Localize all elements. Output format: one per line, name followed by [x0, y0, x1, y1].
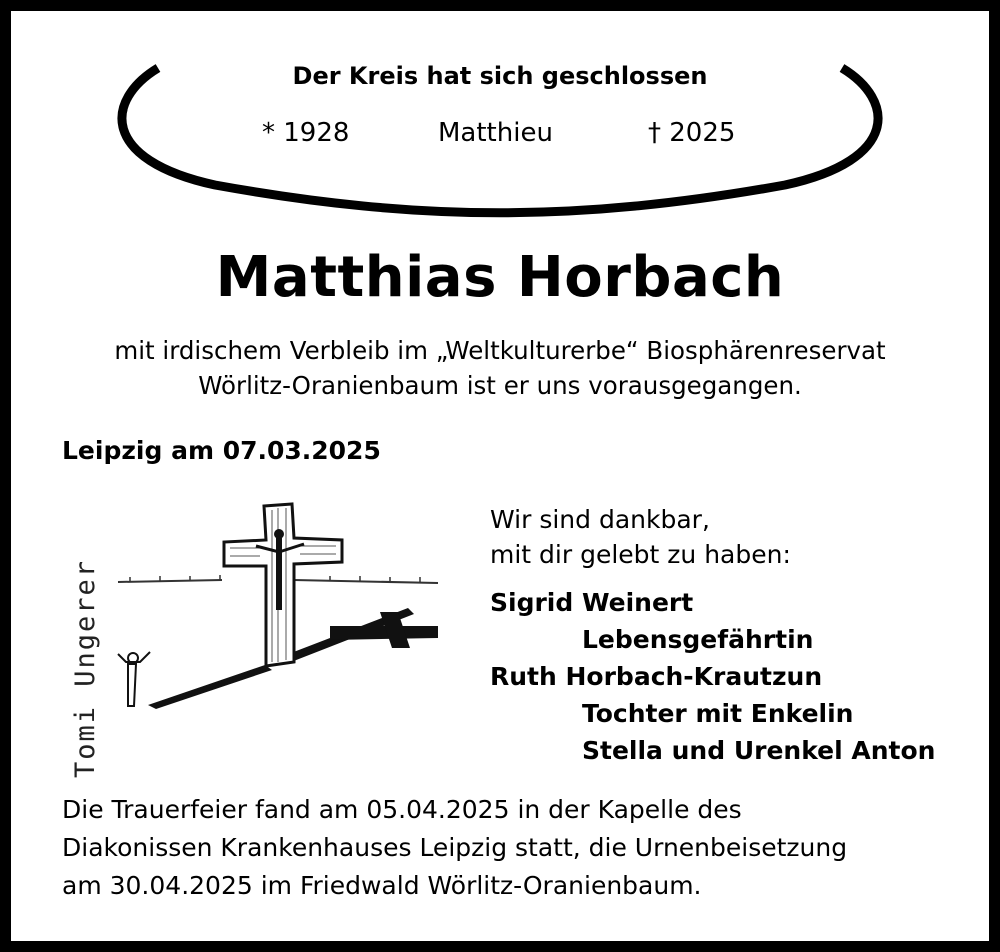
funeral-line-3: am 30.04.2025 im Friedwald Wörlitz-Oranienbaum.: [62, 871, 702, 900]
motto: Der Kreis hat sich geschlossen: [292, 62, 708, 90]
nickname: Matthieu: [438, 118, 553, 148]
thanks-line-2: mit dir gelebt zu haben:: [490, 540, 791, 569]
deceased-name: Matthias Horbach: [215, 245, 785, 310]
cross-drawing: [60, 490, 450, 780]
mourner-extra: Stella und Urenkel Anton: [582, 736, 936, 765]
thanks-line-1: Wir sind dankbar,: [490, 505, 710, 534]
mourner-relation: Tochter mit Enkelin: [582, 699, 854, 728]
funeral-line-2: Diakonissen Krankenhauses Leipzig statt, die Urnenbeisetzung: [62, 833, 848, 862]
mourner-relation: Lebensgefährtin: [582, 625, 814, 654]
statement-line-2: Wörlitz-Oranienbaum ist er uns vorausgegangen.: [198, 371, 802, 400]
birth-year: * 1928: [262, 118, 350, 148]
mourner-name: Ruth Horbach-Krautzun: [490, 662, 823, 691]
statement-line-1: mit irdischem Verbleib im „Weltkulturerbe“ Biosphärenreservat: [114, 336, 886, 365]
death-year: † 2025: [648, 118, 736, 148]
place-date: Leipzig am 07.03.2025: [62, 436, 381, 465]
mourner-name: Sigrid Weinert: [490, 588, 694, 617]
funeral-line-1: Die Trauerfeier fand am 05.04.2025 in der Kapelle des: [62, 795, 742, 824]
artist-signature: Tomi Ungerer: [70, 558, 101, 778]
